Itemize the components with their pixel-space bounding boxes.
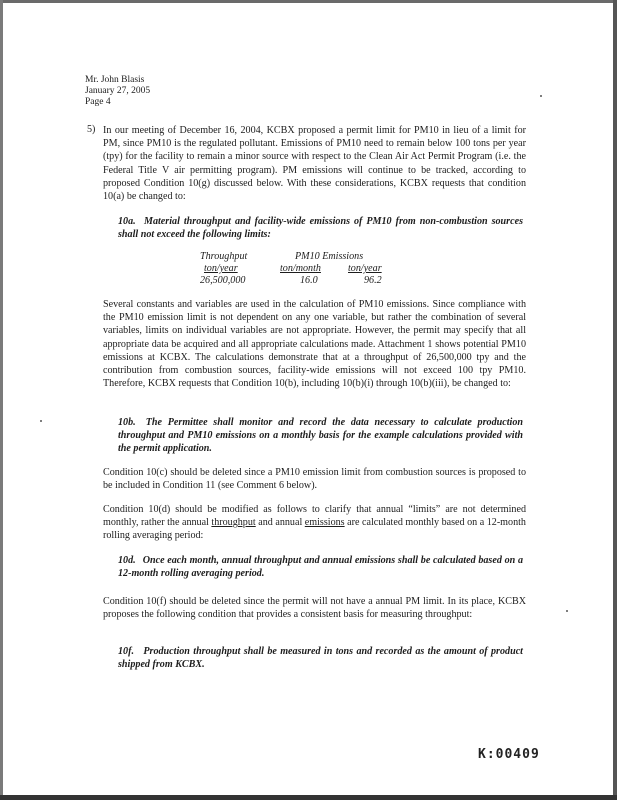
condition-10d-text: Once each month, annual throughput and annual emissions shall be calculated based on a 12-month rolling averaging period. [118,555,523,580]
underlined-throughput: throughput [211,517,256,529]
condition-10d-label: 10d. [118,555,136,566]
table-header-unit-tpy: ton/year [204,263,238,274]
condition-10d [118,554,523,580]
condition-10a [118,215,523,241]
scan-edge-left [0,0,3,800]
condition-10f-paragraph: Condition 10(f) should be deleted since the permit will not have a annual PM limit. In its place, KCBX proposes the following condition that provides a consistent basis for measuring throughput: [103,596,526,621]
condition-10d-paragraph [103,503,526,543]
condition-10d-intro: Condition 10(d) should be modified as follows to clarify that annual “limits” are not determined monthly, rather the annual [103,504,526,529]
table-cell-throughput: 26,500,000 [200,275,246,286]
table-header-ton-year: ton/year [348,263,382,274]
condition-10b-label: 10b. [118,417,136,428]
condition-10d-mid: and annual [255,517,305,529]
letter-date: January 27, 2005 [85,86,151,96]
condition-10f [118,645,523,671]
table-header-pm10: PM10 Emissions [295,251,364,262]
scan-edge-bottom [0,795,617,800]
item-number: 5) [87,124,96,135]
scan-edge-top [0,0,617,3]
condition-10b [118,416,523,456]
bates-stamp: K:00409 [478,747,540,762]
condition-10f-label: 10f. [118,646,134,657]
letter-header [85,75,150,108]
condition-10b-text: The Permittee shall monitor and record the data necessary to calculate production throughput and PM10 emissions on a monthly basis for the example calculations provided with the permit application. [118,417,523,455]
condition-10c-paragraph: Condition 10(c) should be deleted since a PM10 emission limit from combustion sources is proposed to be included in Condition 11 (see Comment 6 below). [103,467,526,492]
intro-paragraph: In our meeting of December 16, 2004, KCBX proposed a permit limit for PM10 in lieu of a limit for PM, since PM10 is the regulated pollutant. Emissions of PM10 need to remain below 100 tons per year (tpy) for the facility to remain a minor source with respect to the Clean Air Act Permit Program (i.e. the Federal Title V air permitting program). PM emissions will continue to be tracked, according to proposed Condition 10(g) discussed below. With these considerations, KCBX requests that condition 10(a) be changed to: [103,125,526,203]
condition-10d-end: are calculated monthly based on a 12-month rolling averaging period: [103,517,526,542]
condition-10a-text: Material throughput and facility-wide emissions of PM10 from non-combustion sources shall not exceed the following limits: [118,216,523,241]
page-number: Page 4 [85,97,111,107]
scan-speck [40,420,42,422]
table-header-ton-month: ton/month [280,263,321,274]
underlined-emissions: emissions [304,517,345,529]
table-header-throughput: Throughput [200,251,248,262]
scan-speck [566,610,568,612]
scan-edge-right [613,0,617,800]
condition-10f-text: Production throughput shall be measured in tons and recorded as the amount of product shipped from KCBX. [118,646,523,671]
scan-speck [540,95,542,97]
constants-paragraph: Several constants and variables are used in the calculation of PM10 emissions. Since compliance with the PM10 emission limit is not dependent on any one variable, but rather the combination of several variables, limits on individual variables are not appropriate. However, the permit may specify that all appropriate data be acquired and all appropriate calculations made. Attachment 1 shows potential PM10 emissions at KCBX. The calculations demonstrate that at a throughput of 26,500,000 tpy and the contribution from combustion sources, facility-wide emissions will not exceed 100 tpy PM10. Therefore, KCBX requests that Condition 10(b), including 10(b)(i) through 10(b)(iii), be changed to: [103,299,526,390]
condition-10a-label: 10a. [118,216,136,227]
table-cell-ton-month: 16.0 [300,275,318,286]
addressee: Mr. John Blasis [85,75,145,85]
table-cell-ton-year: 96.2 [364,275,382,286]
